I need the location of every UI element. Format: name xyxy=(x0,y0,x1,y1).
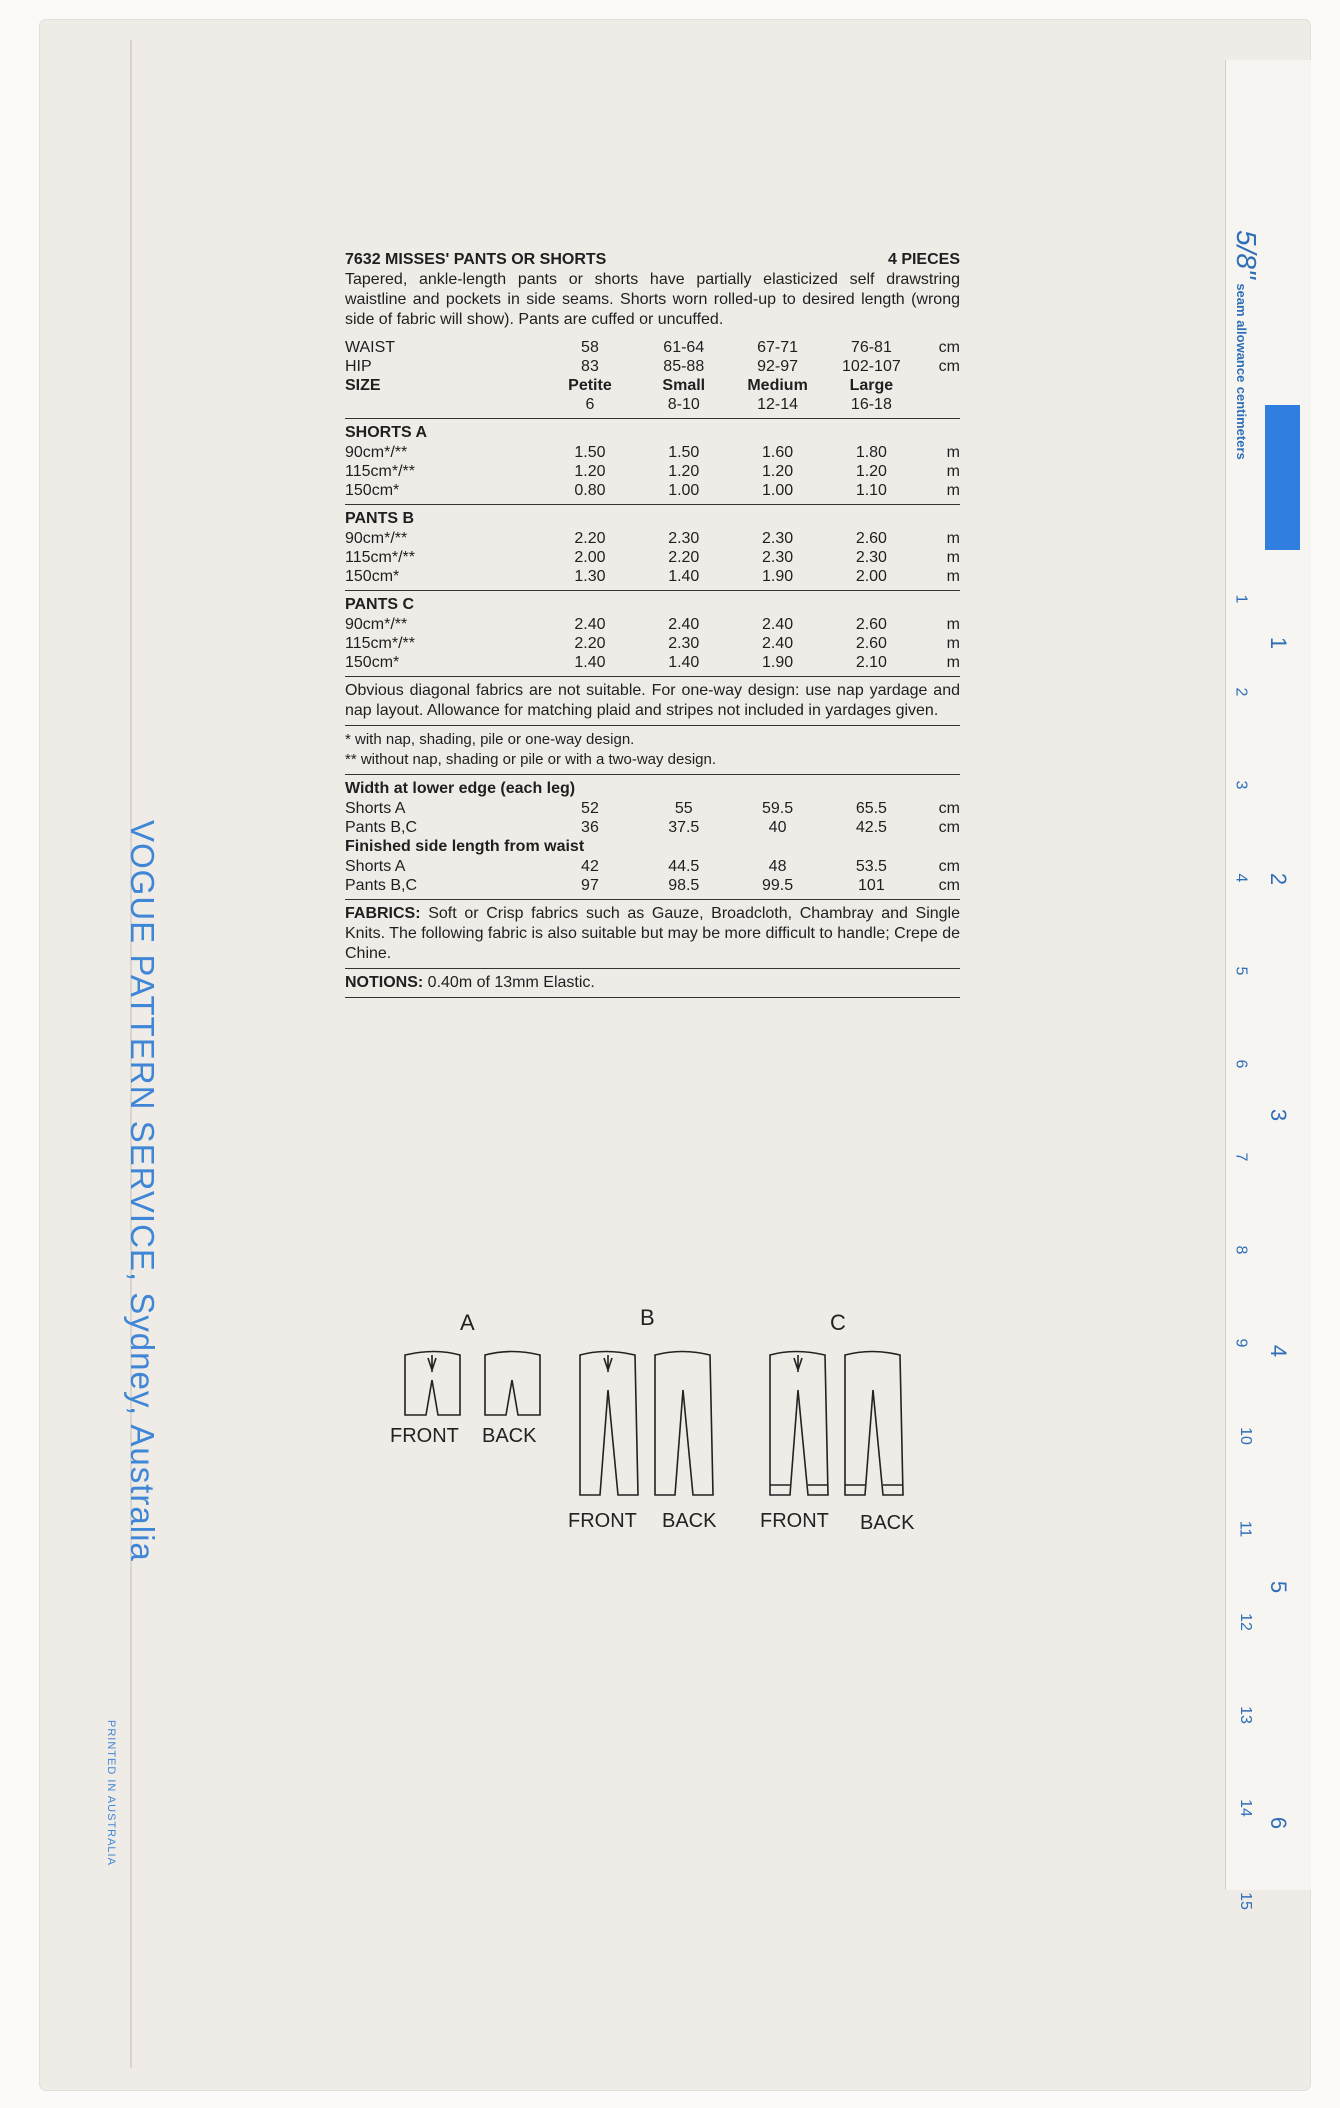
waist-value: 58 xyxy=(581,339,599,356)
front-label: FRONT xyxy=(568,1510,637,1532)
yardage-value: 1.40 xyxy=(668,568,700,585)
measurement-value: 42.5 xyxy=(855,819,887,836)
measurement-value: 37.5 xyxy=(668,819,700,836)
size-number: 8-10 xyxy=(667,396,700,413)
pants-b-front-sketch xyxy=(580,1352,638,1496)
measurement-value: 44.5 xyxy=(668,858,700,875)
yardage-value: 2.20 xyxy=(574,635,606,652)
yardage-row xyxy=(345,548,960,567)
waist-label: WAIST xyxy=(345,339,396,356)
yardage-value: 1.20 xyxy=(762,463,794,480)
yardage-value: 2.30 xyxy=(762,549,794,566)
yardage-value: 1.80 xyxy=(855,444,887,461)
fabric-width-label: 115cm*/** xyxy=(345,549,415,566)
measurement-value: 55 xyxy=(674,800,693,817)
hip-value: 85-88 xyxy=(663,358,705,375)
ruler-cm-number: 3 xyxy=(1232,780,1250,790)
size-number: 12-14 xyxy=(757,396,799,413)
fabric-width-label: 90cm*/** xyxy=(345,530,408,547)
ruler-cm-number: 8 xyxy=(1232,1245,1250,1255)
pattern-info xyxy=(345,250,960,1002)
yardage-row xyxy=(345,443,960,462)
yardage-row xyxy=(345,653,960,672)
unit: m xyxy=(946,654,960,671)
fabric-width-label: 150cm* xyxy=(345,654,400,671)
ruler-inch-number: 6 xyxy=(1266,1816,1292,1830)
fabric-width-label: 150cm* xyxy=(345,482,400,499)
unit: cm xyxy=(938,858,960,875)
fabrics-note xyxy=(345,904,960,964)
ruler-inch-number: 4 xyxy=(1266,1344,1292,1358)
yardage-row xyxy=(345,481,960,500)
fabric-width-label: 115cm*/** xyxy=(345,635,415,652)
measurement-value: 98.5 xyxy=(668,877,700,894)
ruler-cm-number: 1 xyxy=(1232,594,1250,604)
without-nap-note: ** without nap, shading or pile or with a two-way design. xyxy=(345,751,717,768)
unit: cm xyxy=(938,800,960,817)
width-title: Width at lower edge (each leg) xyxy=(345,780,576,797)
centimeters-label: centimeters xyxy=(1234,386,1249,460)
notions-note xyxy=(345,973,960,993)
yardage-value: 1.30 xyxy=(574,568,606,585)
hip-label: HIP xyxy=(345,358,372,375)
fabrics-text: Soft or Crisp fabrics such as Gauze, Broadcloth, Chambray and Single Knits. The following fabric is also suitable but may be more difficult to handle; Crepe de Chine. xyxy=(345,905,961,962)
ruler-cm-number: 15 xyxy=(1236,1892,1254,1910)
yardage-row xyxy=(345,529,960,548)
yardage-section-title: PANTS C xyxy=(345,596,415,613)
measurement-row xyxy=(345,799,960,818)
printed-in-text: PRINTED IN AUSTRALIA xyxy=(105,1720,117,1866)
yardage-value: 1.50 xyxy=(668,444,700,461)
yardage-value: 2.40 xyxy=(762,635,794,652)
back-label: BACK xyxy=(662,1510,717,1532)
ruler-inch-number: 5 xyxy=(1266,1580,1292,1594)
yardage-section-title: PANTS B xyxy=(345,510,415,527)
yardage-table xyxy=(345,443,960,500)
back-label: BACK xyxy=(482,1425,537,1447)
measurement-label: Shorts A xyxy=(345,858,406,875)
view-c-letter: C xyxy=(830,1310,846,1335)
measurement-value: 52 xyxy=(581,800,599,817)
yardage-value: 2.00 xyxy=(574,549,606,566)
yardage-value: 1.20 xyxy=(668,463,700,480)
measurement-value: 99.5 xyxy=(762,877,794,894)
ruler-header xyxy=(1230,230,1262,460)
measurement-value: 97 xyxy=(581,877,599,894)
divider xyxy=(345,418,960,419)
unit: m xyxy=(946,482,960,499)
ruler-cm-number: 11 xyxy=(1236,1520,1254,1538)
ruler-cm-number: 2 xyxy=(1232,687,1250,697)
measurement-label: Shorts A xyxy=(345,800,406,817)
yardage-row xyxy=(345,567,960,586)
ruler-cm-number: 6 xyxy=(1232,1059,1250,1069)
shorts-back-sketch xyxy=(485,1352,540,1416)
size-name: Petite xyxy=(568,377,612,394)
unit: cm xyxy=(938,819,960,836)
yardage-value: 2.60 xyxy=(855,635,887,652)
unit: m xyxy=(946,463,960,480)
pants-b-back-sketch xyxy=(655,1352,713,1496)
yardage-table xyxy=(345,615,960,672)
size-label: SIZE xyxy=(345,377,381,394)
diagonal-note: Obvious diagonal fabrics are not suitable. For one-way design: use nap yardage and nap layout. Allowance for matching plaid and stripes not included in yardages given. xyxy=(345,682,960,719)
view-b-letter: B xyxy=(640,1305,655,1330)
ruler-cm-number: 7 xyxy=(1232,1152,1250,1162)
yardage-value: 1.20 xyxy=(855,463,887,480)
yardage-value: 2.20 xyxy=(668,549,700,566)
measurement-value: 40 xyxy=(768,819,787,836)
ruler-cm-number: 14 xyxy=(1236,1799,1254,1817)
size-number: 16-18 xyxy=(850,396,892,413)
title-row xyxy=(345,250,960,270)
fabric-width-label: 115cm*/** xyxy=(345,463,415,480)
waist-value: 76-81 xyxy=(850,339,892,356)
yardage-value: 2.00 xyxy=(855,568,887,585)
yardage-value: 1.00 xyxy=(668,482,700,499)
yardage-value: 1.50 xyxy=(574,444,606,461)
size-name-row xyxy=(345,376,960,395)
divider xyxy=(345,504,960,505)
seam-allowance-label: seam allowance xyxy=(1234,283,1249,383)
divider xyxy=(345,968,960,969)
divider xyxy=(345,774,960,775)
yardage-value: 2.40 xyxy=(762,616,794,633)
hip-value: 92-97 xyxy=(757,358,799,375)
yardage-value: 2.30 xyxy=(668,530,700,547)
divider xyxy=(345,676,960,677)
front-label: FRONT xyxy=(390,1425,459,1447)
length-title: Finished side length from waist xyxy=(345,838,585,855)
side-branding xyxy=(105,820,161,1866)
yardage-value: 1.20 xyxy=(574,463,606,480)
measurement-row xyxy=(345,857,960,876)
divider xyxy=(345,725,960,726)
unit: cm xyxy=(938,358,960,375)
ruler-inch-number: 2 xyxy=(1266,872,1292,886)
yardage-value: 1.10 xyxy=(855,482,887,499)
measurement-value: 65.5 xyxy=(855,800,887,817)
measurement-value: 53.5 xyxy=(855,858,887,875)
length-table xyxy=(345,857,960,895)
unit: cm xyxy=(938,877,960,894)
yardage-value: 2.20 xyxy=(574,530,606,547)
width-table xyxy=(345,799,960,837)
measurement-label: Pants B,C xyxy=(345,877,418,894)
divider xyxy=(345,590,960,591)
yardage-table xyxy=(345,529,960,586)
fabrics-label: FABRICS: xyxy=(345,905,421,922)
size-name: Medium xyxy=(747,377,808,394)
yardage-value: 0.80 xyxy=(574,482,606,499)
fabric-width-label: 90cm*/** xyxy=(345,444,408,461)
divider xyxy=(345,997,960,998)
garment-sketches xyxy=(390,1305,950,1540)
yardage-value: 2.40 xyxy=(668,616,700,633)
measurement-row xyxy=(345,818,960,837)
yardage-row xyxy=(345,634,960,653)
ruler-cm-number: 10 xyxy=(1236,1427,1254,1445)
yardage-value: 1.90 xyxy=(762,568,794,585)
yardage-value: 2.60 xyxy=(855,616,887,633)
ruler-cm-number: 5 xyxy=(1232,966,1250,976)
yardage-value: 2.40 xyxy=(574,616,606,633)
ruler-inch-number: 3 xyxy=(1266,1108,1292,1122)
yardage-value: 2.10 xyxy=(855,654,887,671)
size-table xyxy=(345,338,960,414)
unit: m xyxy=(946,530,960,547)
with-nap-note: * with nap, shading, pile or one-way design. xyxy=(345,731,635,748)
yardage-row xyxy=(345,462,960,481)
ruler-cm-number: 4 xyxy=(1232,873,1250,883)
yardage-value: 2.60 xyxy=(855,530,887,547)
size-number-row xyxy=(345,395,960,414)
notions-text: 0.40m of 13mm Elastic. xyxy=(427,974,595,991)
yardage-section-title: SHORTS A xyxy=(345,424,428,441)
seam-allowance-bar xyxy=(1265,405,1300,550)
back-label: BACK xyxy=(860,1512,915,1534)
hip-value: 102-107 xyxy=(842,358,901,375)
divider xyxy=(345,899,960,900)
yardage-row xyxy=(345,615,960,634)
yardage-value: 1.40 xyxy=(668,654,700,671)
measurement-value: 101 xyxy=(858,877,885,894)
yardage-value: 1.00 xyxy=(762,482,794,499)
fabric-width-label: 150cm* xyxy=(345,568,400,585)
view-a-letter: A xyxy=(460,1310,475,1335)
unit: cm xyxy=(938,339,960,356)
measurement-row xyxy=(345,876,960,895)
yardage-value: 2.30 xyxy=(855,549,887,566)
yardage-value: 2.30 xyxy=(762,530,794,547)
hip-row xyxy=(345,357,960,376)
yardage-value: 1.40 xyxy=(574,654,606,671)
waist-value: 67-71 xyxy=(757,339,799,356)
unit: m xyxy=(946,549,960,566)
pattern-description: Tapered, ankle-length pants or shorts have partially elasticized self drawstring waistline and pockets in side seams. Shorts worn rolled-up to desired length (wrong side of fabric will show). Pants are cuffed or uncuffed. xyxy=(345,271,960,328)
measurement-value: 48 xyxy=(768,858,787,875)
size-number: 6 xyxy=(585,396,595,413)
size-name: Large xyxy=(849,377,894,394)
ruler-cm-number: 13 xyxy=(1236,1706,1254,1724)
notions-label: NOTIONS: xyxy=(345,974,424,991)
waist-row xyxy=(345,338,960,357)
fabric-width-label: 90cm*/** xyxy=(345,616,408,633)
yardage-sections xyxy=(345,423,960,677)
publisher-text: VOGUE PATTERN SERVICE, Sydney, Australia xyxy=(124,820,161,1562)
ruler-cm-number: 9 xyxy=(1232,1338,1250,1348)
front-label: FRONT xyxy=(760,1510,829,1532)
pattern-title: 7632 MISSES' PANTS OR SHORTS xyxy=(345,251,607,268)
ruler-cm-number: 12 xyxy=(1236,1613,1254,1631)
measurement-value: 36 xyxy=(581,819,599,836)
hip-value: 83 xyxy=(581,358,599,375)
unit: m xyxy=(946,616,960,633)
measurement-label: Pants B,C xyxy=(345,819,418,836)
ruler-inch-number: 1 xyxy=(1266,636,1292,650)
yardage-value: 2.30 xyxy=(668,635,700,652)
seam-fraction: 5/8" xyxy=(1231,230,1262,279)
size-name: Small xyxy=(662,377,706,394)
measurement-value: 59.5 xyxy=(762,800,794,817)
yardage-value: 1.90 xyxy=(762,654,794,671)
sketch-drawing xyxy=(390,1310,950,1540)
unit: m xyxy=(946,568,960,585)
waist-value: 61-64 xyxy=(663,339,705,356)
pants-c-back-sketch xyxy=(845,1352,903,1496)
yardage-value: 1.60 xyxy=(762,444,794,461)
unit: m xyxy=(946,635,960,652)
unit: m xyxy=(946,444,960,461)
measurement-value: 42 xyxy=(581,858,599,875)
piece-count: 4 PIECES xyxy=(887,251,960,268)
pants-c-front-sketch xyxy=(770,1352,828,1496)
